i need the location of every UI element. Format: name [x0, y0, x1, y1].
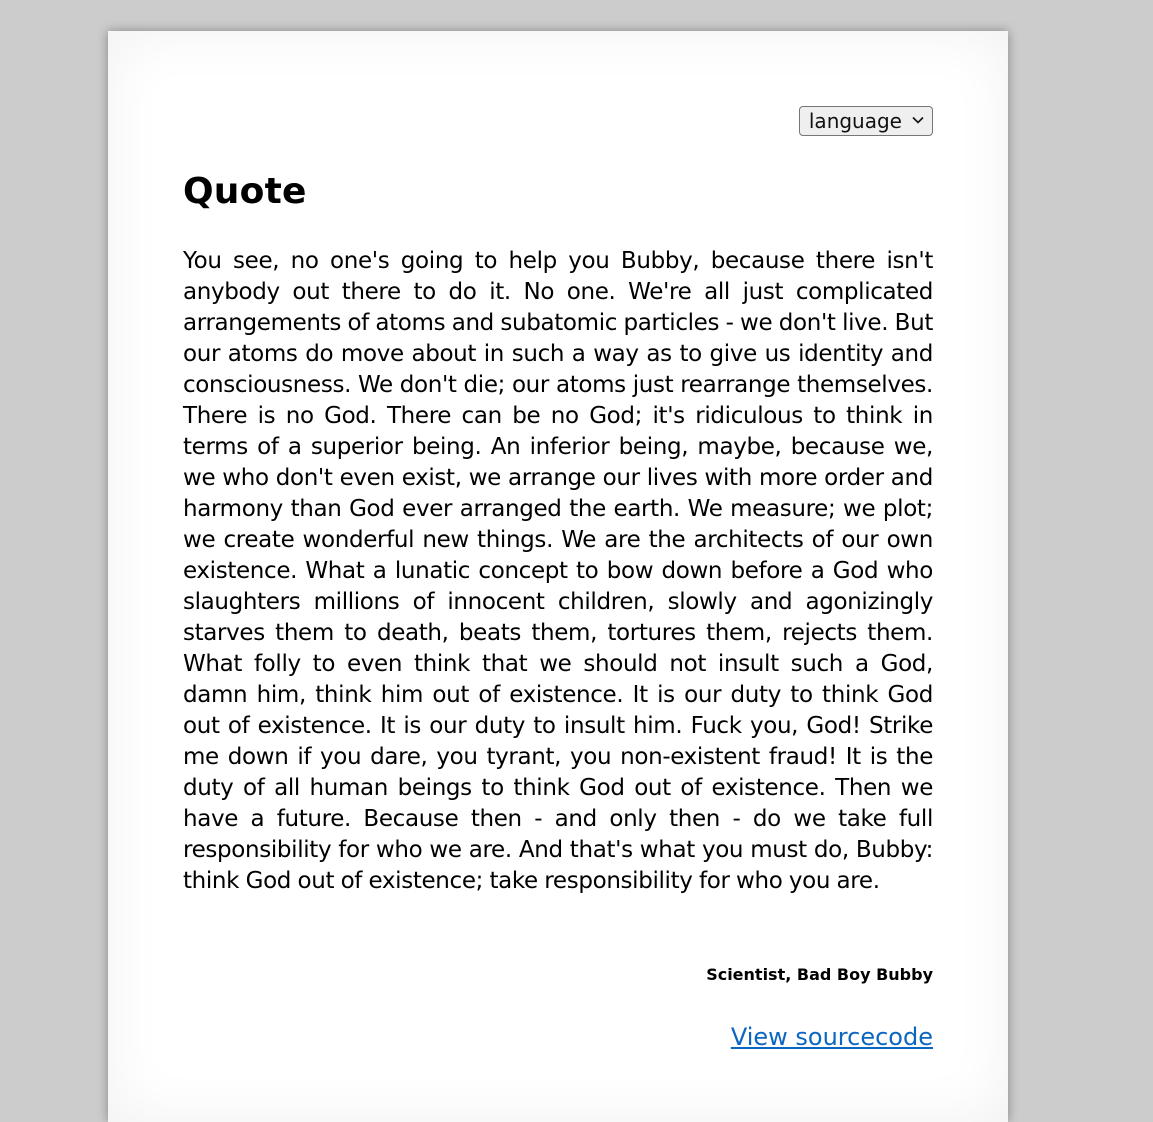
language-select-row	[799, 106, 933, 136]
quote-text: You see, no one's going to help you Bubby, because there isn't anybody out there to do it. No one. We're all just complicated arrangements of atoms and subatomic particles - we don't live. But our atoms do move about in such a way as to give us identity and consciousness. We don't die; our atoms just rearrange themselves. There is no God. There can be no God; it's ridiculous to think in terms of a superior being. An inferior being, maybe, because we, we who don't even exist, we arrange our lives with more order and harmony than God ever arranged the earth. We measure; we plot; we create wonderful new things. We are the architects of our own existence. What a lunatic concept to bow down before a God who slaughters millions of innocent children, slowly and agonizingly starves them to death, beats them, tortures them, rejects them. What folly to even think that we should not insult such a God, damn him, think him out of existence. It is our duty to think God out of existence. It is our duty to insult him. Fuck you, God! Strike me down if you dare, you tyrant, you non-existent fraud! It is the duty of all human beings to think God out of existence. Then we have a future. Because then - and only then - do we take full responsibility for who we are. And that's what you must do, Bubby: think God out of existence; take responsibility for who you are.	[183, 248, 933, 894]
language-select[interactable]	[799, 106, 933, 136]
chevron-down-icon	[912, 113, 924, 127]
page-card	[108, 31, 1008, 1122]
page-title: Quote	[183, 171, 307, 212]
language-select-value: language	[808, 109, 902, 133]
view-sourcecode-link[interactable]: View sourcecode	[730, 1023, 933, 1051]
quote-attribution: Scientist, Bad Boy Bubby	[706, 965, 933, 984]
